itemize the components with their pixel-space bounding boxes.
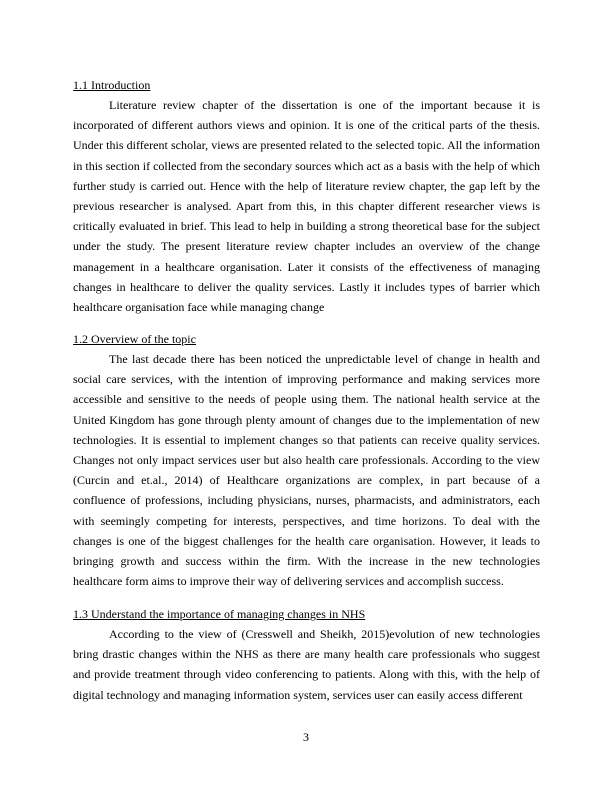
section-paragraph-managing-changes: According to the view of (Cresswell and Sheikh, 2015)evolution of new technologies bring drastic changes within the NHS as there are many health care professionals who suggest and provide treatment through video conferencing to patients. Along with this, with the help of digital technology and managing information system, services user can easily access different bbox=[73, 627, 540, 702]
section-paragraph-overview: The last decade there has been noticed the unpredictable level of change in health and social care services, with the intention of improving performance and making services more accessible and sensitive to the needs of people using them. The national health service at the United Kingdom has gone through plenty amount of changes due to the implementation of new technologies. It is essential to implement changes so that patients can receive quality services. Changes not only impact services user but also health care professionals. According to the view (Curcin and et.al., 2014) of Healthcare organizations are complex, in part because of a confluence of professions, including physicians, nurses, pharmacists, and administrators, each with seemingly competing for interests, perspectives, and time horizons. To deal with the changes is one of the biggest challenges for the health care organisation. However, it leads to bringing growth and success within the firm. With the increase in the new technologies healthcare form aims to improve their way of delivering services and accomplish success. bbox=[73, 352, 540, 589]
section-heading-managing-changes: 1.3 Understand the importance of managing changes in NHS bbox=[73, 607, 366, 621]
page-number: 3 bbox=[303, 730, 309, 744]
section-heading-introduction: 1.1 Introduction bbox=[73, 78, 151, 92]
section-paragraph-introduction: Literature review chapter of the dissertation is one of the important because it is incorporated of different authors views and opinion. It is one of the critical parts of the thesis. Under this different scholar, views are presented related to the selected topic. All the information in this section if collected from the secondary sources which act as a basis with the help of which further study is carried out. Hence with the help of literature review chapter, the gap left by the previous researcher is analysed. Apart from this, in this chapter different researcher views is critically evaluated in brief. This lead to help in building a strong theoretical base for the subject under the study. The present literature review chapter includes an overview of the change management in a healthcare organisation. Later it consists of the effectiveness of managing changes in healthcare to deliver the quality services. Lastly it includes types of barrier which healthcare organisation face while managing change bbox=[73, 98, 540, 315]
section-heading-overview: 1.2 Overview of the topic bbox=[73, 332, 196, 346]
